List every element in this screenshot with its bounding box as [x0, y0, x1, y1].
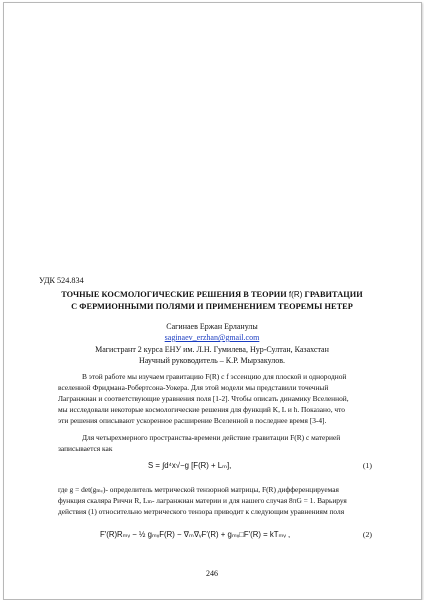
paragraph-3-line-3: действия (1) относительно метрического тензора приводит к следующим уравнениям поля: [58, 507, 345, 516]
paragraph-1-line-3: Лагранжиан и соответствующие уравнения поля [1-2]. Чтобы описать динамику Вселенной,: [58, 394, 349, 403]
paragraph-1-line-5: эти решения описывают ускоренное расширение Вселенной в последнее время [3-4].: [58, 416, 327, 425]
scientific-advisor: Научный руководитель – К.Р. Мырзакулов.: [138, 356, 286, 365]
equation-2-number: (2): [362, 530, 372, 539]
page-number: 246: [206, 569, 218, 578]
paragraph-2-line-1: Для четырехмерного пространства-времени действие гравитации F(R) с материей: [82, 433, 341, 442]
paper-title-line-2: С ФЕРМИОННЫМИ ПОЛЯМИ И ПРИМЕНЕНИЕМ ТЕОРЕМЫ НЕТЕР: [71, 302, 353, 311]
paragraph-2-line-2: записывается как: [58, 444, 113, 453]
title-text-part-2: ГРАВИТАЦИИ: [304, 290, 363, 299]
paragraph-3-line-2: функция скаляра Риччи R, Lₘ- лагранжиан материи и для нашего случая 8πG = 1. Варьируя: [58, 496, 347, 505]
author-email-link[interactable]: saginaev_erzhan@gmail.com: [164, 333, 260, 342]
paragraph-1-line-1: В этой работе мы изучаем гравитацию F(R) с f эссенцию для плоской и однородной: [82, 372, 347, 381]
equation-2: F′(R)Rₘᵥ − ½ gₘᵥF(R) − ∇ₘ∇ᵥF′(R) + gₘᵥ□F′(R) = kTₘᵥ ,: [100, 530, 291, 539]
paragraph-1-line-4: мы исследовали некоторые космологические решения для функций K, L и h. Показано, что: [58, 405, 345, 414]
author-name: Сагинаев Ержан Ерланулы: [166, 322, 258, 331]
equation-1-number: (1): [362, 461, 372, 470]
author-affiliation: Магистрант 2 курса ЕНУ им. Л.Н. Гумилева, Нур-Султан, Казахстан: [95, 345, 329, 354]
equation-1: S = ∫d⁴x√−g [F(R) + Lₘ],: [148, 461, 232, 470]
title-formula: f(R): [288, 290, 303, 299]
udk-code: УДК 524.834: [39, 276, 84, 285]
paragraph-3-line-1: где g = det(gₘᵥ)- определитель метрической тензорной матрицы, F(R) дифференцируемая: [58, 485, 339, 494]
paragraph-1-line-2: вселенной Фридмана-Робертсона-Уокера. Для этой модели мы представили точечный: [58, 383, 329, 392]
paper-title-line-1: [0, 290, 424, 299]
title-text-part-1: ТОЧНЫЕ КОСМОЛОГИЧЕСКИЕ РЕШЕНИЯ В ТЕОРИИ: [61, 290, 287, 299]
